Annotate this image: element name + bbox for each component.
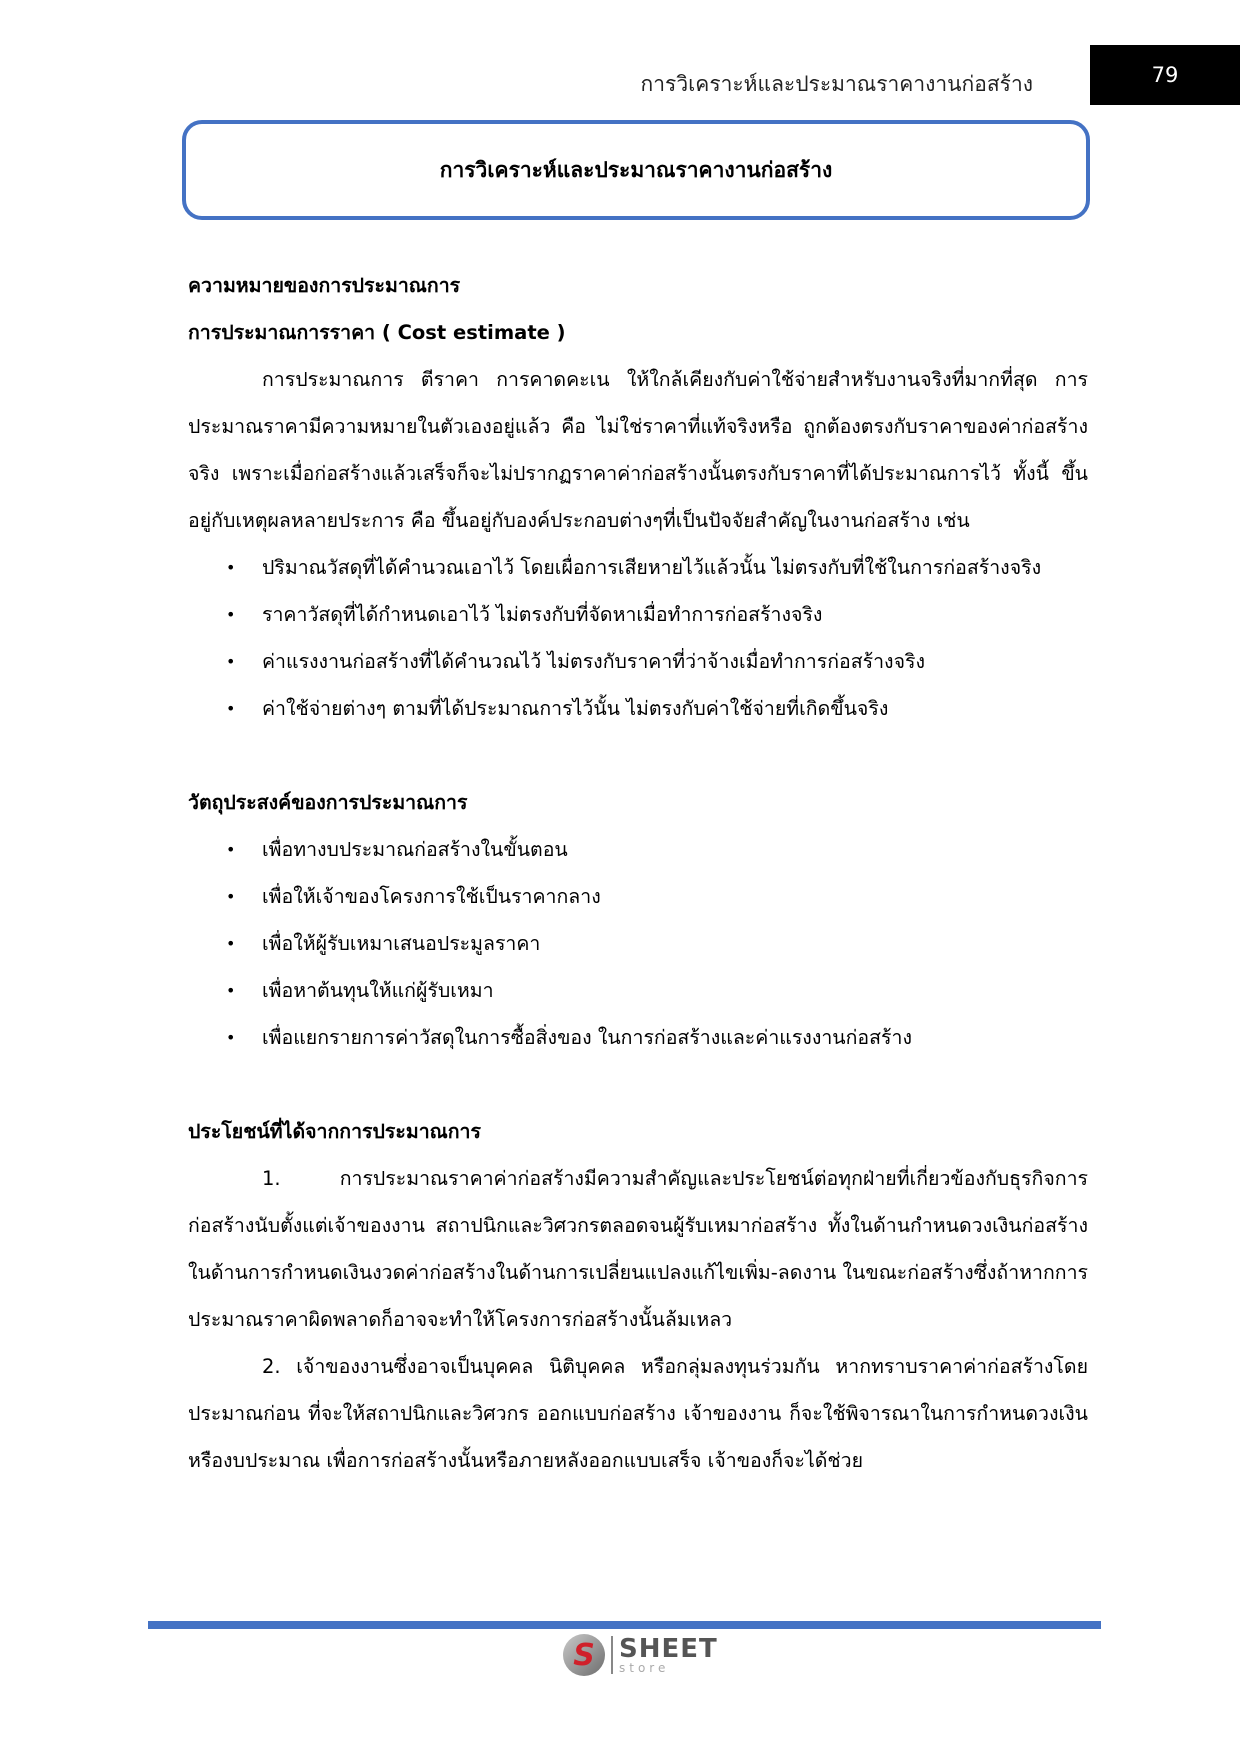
section1-paragraph: การประมาณการ ตีราคา การคาดคะเน ให้ใกล้เคียงกับค่าใช้จ่ายสำหรับงานจริงที่มากที่สุด การประมาณราคามีความหมายในตัวเองอยู่แล้ว คือ ไม่ใช่ราคาที่แท้จริงหรือ ถูกต้องตรงกับราคาของค่าก่อสร้างจริง เพราะเมื่อก่อสร้างแล้วเสร็จก็จะไม่ปรากฏราคาค่าก่อสร้างนั้นตรงกับราคาที่ได้ประมาณการไว้ ทั้งนี้ ขึ้นอยู่กับเหตุผลหลายประการ คือ ขึ้นอยู่กับองค์ประกอบต่างๆที่เป็นปัจจัยสำคัญในงานก่อสร้าง เช่น — [188, 368, 1088, 532]
section-spacer — [188, 732, 1088, 779]
list-item: • เพื่อให้ผู้รับเหมาเสนอประมูลราคา — [188, 920, 1088, 967]
section1-subheading: การประมาณการราคา ( Cost estimate ) — [188, 321, 566, 344]
running-header-title: การวิเคราะห์และประมาณราคางานก่อสร้าง — [640, 72, 1033, 96]
section3-paragraph-2: 2. เจ้าของงานซึ่งอาจเป็นบุคคล นิติบุคคล หรือกลุ่มลงทุนร่วมกัน หากทราบราคาค่าก่อสร้างโดยประมาณก่อน ที่จะให้สถาปนิกและวิศวกร ออกแบบก่อสร้าง เจ้าของงาน ก็จะใช้พิจารณาในการกำหนดวงเงิน หรืองบประมาณ เพื่อการก่อสร้างนั้นหรือภายหลังออกแบบเสร็จ เจ้าของก็จะได้ช่วย — [188, 1355, 1088, 1472]
sheet-store-logo — [563, 1634, 718, 1676]
section3-paragraph-1: 1. การประมาณราคาค่าก่อสร้างมีความสำคัญและประโยชน์ต่อทุกฝ่ายที่เกี่ยวข้องกับธุรกิจการก่อสร้างนับตั้งแต่เจ้าของงาน สถาปนิกและวิศวกรตลอดจนผู้รับเหมาก่อสร้าง ทั้งในด้านกำหนดวงเงินก่อสร้าง ในด้านการกำหนดเงินงวดค่าก่อสร้างในด้านการเปลี่ยนแปลงแก้ไขเพิ่ม-ลดงาน ในขณะก่อสร้างซึ่งถ้าหากการประมาณราคาผิดพลาดก็อาจจะทำให้โครงการก่อสร้างนั้นล้มเหลว — [188, 1167, 1088, 1331]
document-title: การวิเคราะห์และประมาณราคางานก่อสร้าง — [439, 157, 833, 182]
footer-rule — [148, 1621, 1101, 1629]
list-item: • ค่าใช้จ่ายต่างๆ ตามที่ได้ประมาณการไว้นั้น ไม่ตรงกับค่าใช้จ่ายที่เกิดขึ้นจริง — [188, 685, 1088, 732]
bullet-icon: • — [226, 840, 236, 859]
list-item: • เพื่อหาต้นทุนให้แก่ผู้รับเหมา — [188, 967, 1088, 1014]
logo-divider — [611, 1636, 613, 1674]
bullet-icon: • — [226, 887, 236, 906]
bullet-icon: • — [226, 652, 236, 671]
list-item: • ราคาวัสดุที่ได้กำหนดเอาไว้ ไม่ตรงกับที่จัดหาเมื่อทำการก่อสร้างจริง — [188, 591, 1088, 638]
section1-heading: ความหมายของการประมาณการ — [188, 274, 461, 297]
document-body — [188, 262, 1088, 1484]
bullet-icon: • — [226, 605, 236, 624]
title-box — [182, 120, 1090, 220]
bullet-icon: • — [226, 934, 236, 953]
list-item: • เพื่อทางบประมาณก่อสร้างในขั้นตอน — [188, 826, 1088, 873]
page-number: 79 — [1090, 45, 1240, 105]
section2-bullet-list — [188, 826, 1088, 1061]
logo-main-text: SHEET — [619, 1634, 718, 1664]
list-item: • ค่าแรงงานก่อสร้างที่ได้คำนวณไว้ ไม่ตรงกับราคาที่ว่าจ้างเมื่อทำการก่อสร้างจริง — [188, 638, 1088, 685]
list-item: • ปริมาณวัสดุที่ได้คำนวณเอาไว้ โดยเผื่อการเสียหายไว้แล้วนั้น ไม่ตรงกับที่ใช้ในการก่อสร้างจริง — [188, 544, 1088, 591]
list-item: • เพื่อแยกรายการค่าวัสดุในการซื้อสิ่งของ ในการก่อสร้างและค่าแรงงานก่อสร้าง — [188, 1014, 1088, 1061]
bullet-icon: • — [226, 558, 236, 577]
section-spacer — [188, 1061, 1088, 1108]
logo-sub-text: store — [619, 1661, 670, 1675]
bullet-icon: • — [226, 981, 236, 1000]
bullet-icon: • — [226, 699, 236, 718]
section3-heading: ประโยชน์ที่ได้จากการประมาณการ — [188, 1120, 481, 1143]
logo-s-icon: S — [563, 1634, 605, 1676]
section1-bullet-list — [188, 544, 1088, 732]
section2-heading: วัตถุประสงค์ของการประมาณการ — [188, 791, 468, 814]
logo-text — [619, 1636, 718, 1674]
bullet-icon: • — [226, 1028, 236, 1047]
list-item: • เพื่อให้เจ้าของโครงการใช้เป็นราคากลาง — [188, 873, 1088, 920]
